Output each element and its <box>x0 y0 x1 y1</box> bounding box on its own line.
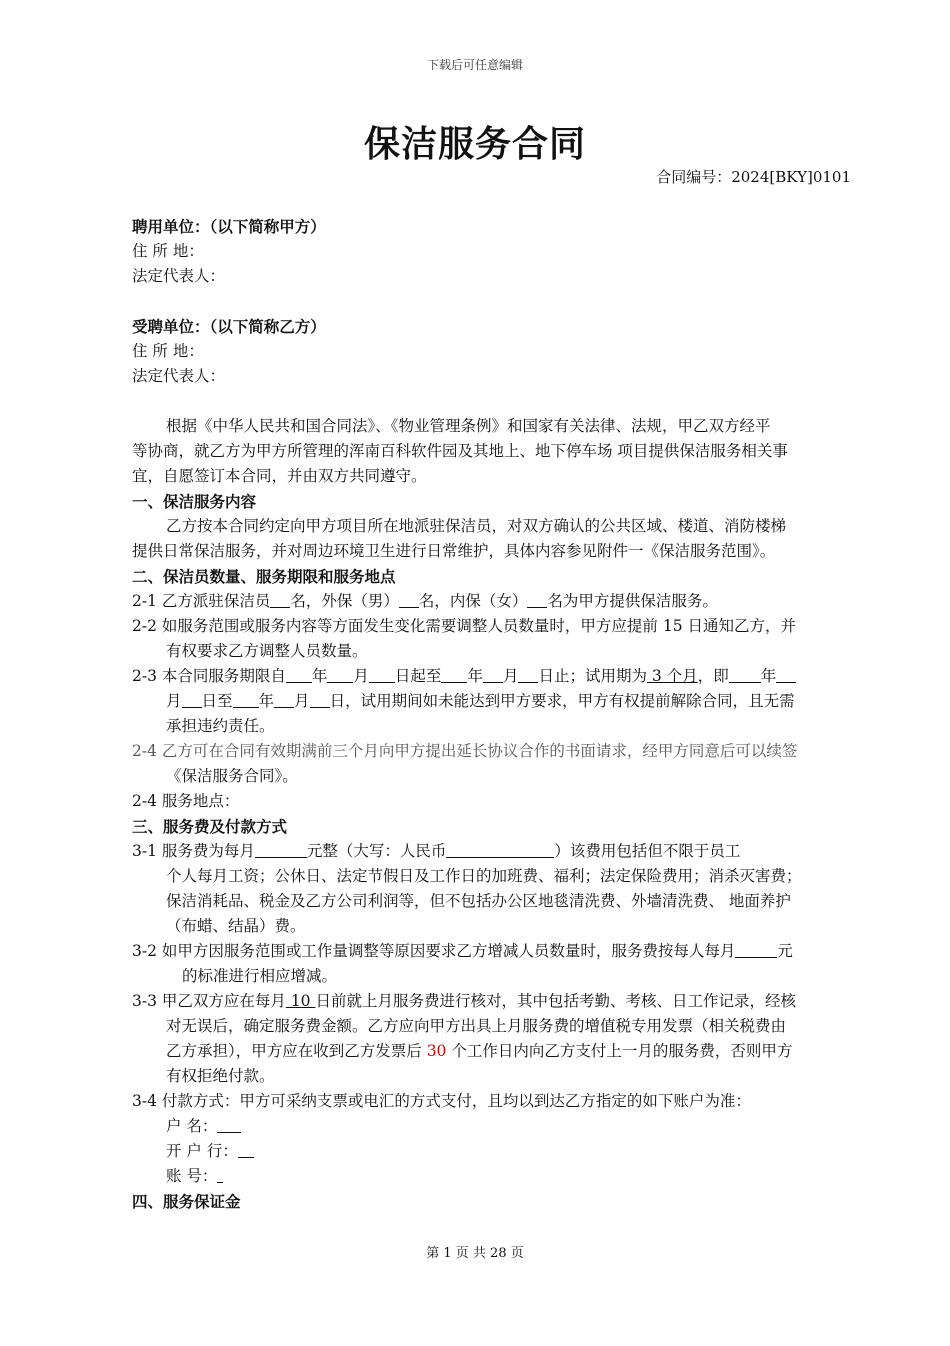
section-1-line: 提供日常保洁服务，并对周边环境卫生进行日常维护，具体内容参见附件一《保洁服务范围》。 <box>132 542 776 560</box>
clause-2-3-cont: 月 日至 年 月 日，试用期间如未能达到甲方要求，甲方有权提前解除合同，且无需 <box>166 692 795 710</box>
account-name: 户 名： <box>132 1114 852 1139</box>
section-1-line: 乙方按本合同约定向甲方项目所在地派驻保洁员，对双方确认的公共区域、楼道、消防楼梯 <box>166 517 787 535</box>
clause-3-3-cont: 乙方承担），甲方应在收到乙方发票后 30 个工作日内向乙方支付上一月的服务费，否则甲方 <box>166 1042 793 1060</box>
page-footer: 第 1 页 共 28 页 <box>426 1246 524 1261</box>
clause-3-1-cont: 保洁消耗品、税金及乙方公司利润等，但不包括办公区地毯清洗费、外墙清洗费、 地面养护 <box>166 892 791 910</box>
intro-line: 根据《中华人民共和国合同法》、《物业管理条例》和国家有关法律、法规，甲乙双方经平 <box>166 417 771 435</box>
clause-3-2-cont: 的标准进行相应增减。 <box>182 967 338 985</box>
header-note: 下载后可任意编辑 <box>426 58 523 72</box>
clause-2-4-extension-cont: 《保洁服务合同》。 <box>166 767 298 785</box>
contract-body <box>132 214 852 1214</box>
section-4-heading: 四、服务保证金 <box>132 1192 241 1211</box>
party-b-heading: 受聘单位：（以下简称乙方） <box>132 317 326 336</box>
account-number: 账 号： <box>132 1164 852 1189</box>
clause-3-3-cont: 有权拒绝付款。 <box>166 1067 275 1085</box>
intro-line: 宜，自愿签订本合同，并由双方共同遵守。 <box>132 467 427 485</box>
section-1-heading: 一、保洁服务内容 <box>132 492 257 511</box>
clause-service-location: 2-4 服务地点： <box>132 792 240 810</box>
section-2-heading: 二、保洁员数量、服务期限和服务地点 <box>132 567 396 586</box>
intro-line: 等协商，就乙方为甲方所管理的浑南百科软件园及其地上、地下停车场 项目提供保洁服务相关事 <box>132 442 788 460</box>
contract-number: 合同编号：2024[BKY]0101 <box>656 168 851 186</box>
party-a-representative: 法定代表人： <box>132 267 226 285</box>
contract-title: 保洁服务合同 <box>363 123 586 165</box>
clause-2-3: 2-3 本合同服务期限自 年 月 日起至 年 月 日止；试用期为 3 个月，即 年 <box>132 664 852 689</box>
section-3-heading: 三、服务费及付款方式 <box>132 817 288 836</box>
clause-3-4: 3-4 付款方式：甲方可采纳支票或电汇的方式支付，且均以到达乙方指定的如下账户为准： <box>132 1092 751 1110</box>
clause-3-3-cont: 对无误后，确定服务费金额。乙方应向甲方出具上月服务费的增值税专用发票（相关税费由 <box>166 1017 787 1035</box>
workdays-value: 30 <box>426 1042 447 1060</box>
clause-2-3-cont2: 承担违约责任。 <box>166 717 275 735</box>
clause-2-4-extension: 2-4 乙方可在合同有效期满前三个月向甲方提出延长协议合作的书面请求，经甲方同意后可以续签 <box>132 742 798 760</box>
party-a-heading: 聘用单位：（以下简称甲方） <box>132 217 326 236</box>
clause-2-1: 2-1 乙方派驻保洁员 名，外保（男） 名，内保（女） 名为甲方提供保洁服务。 <box>132 592 718 610</box>
party-a-address: 住 所 地： <box>132 242 204 260</box>
clause-3-2: 3-2 如甲方因服务范围或工作量调整等原因要求乙方增减人员数量时，服务费按每人每月 元 <box>132 942 793 960</box>
clause-3-1-cont: （布蜡、结晶）费。 <box>166 917 306 935</box>
party-b-representative: 法定代表人： <box>132 367 226 385</box>
clause-3-1: 3-1 服务费为每月 元整（大写：人民币 ）该费用包括但不限于员工 <box>132 842 741 860</box>
account-bank: 开 户 行： <box>132 1139 852 1164</box>
clause-3-3: 3-3 甲乙双方应在每月 10 日前就上月服务费进行核对，其中包括考勤、考核、日工作记录，经核 <box>132 992 796 1010</box>
clause-2-2: 2-2 如服务范围或服务内容等方面发生变化需要调整人员数量时，甲方应提前 15 日通知乙方，并 <box>132 617 796 635</box>
party-b-address: 住 所 地： <box>132 342 204 360</box>
clause-3-1-cont: 个人每月工资；公休日、法定节假日及工作日的加班费、福利；法定保险费用；消杀灭害费； <box>166 867 802 885</box>
clause-2-2-cont: 有权要求乙方调整人员数量。 <box>166 642 368 660</box>
